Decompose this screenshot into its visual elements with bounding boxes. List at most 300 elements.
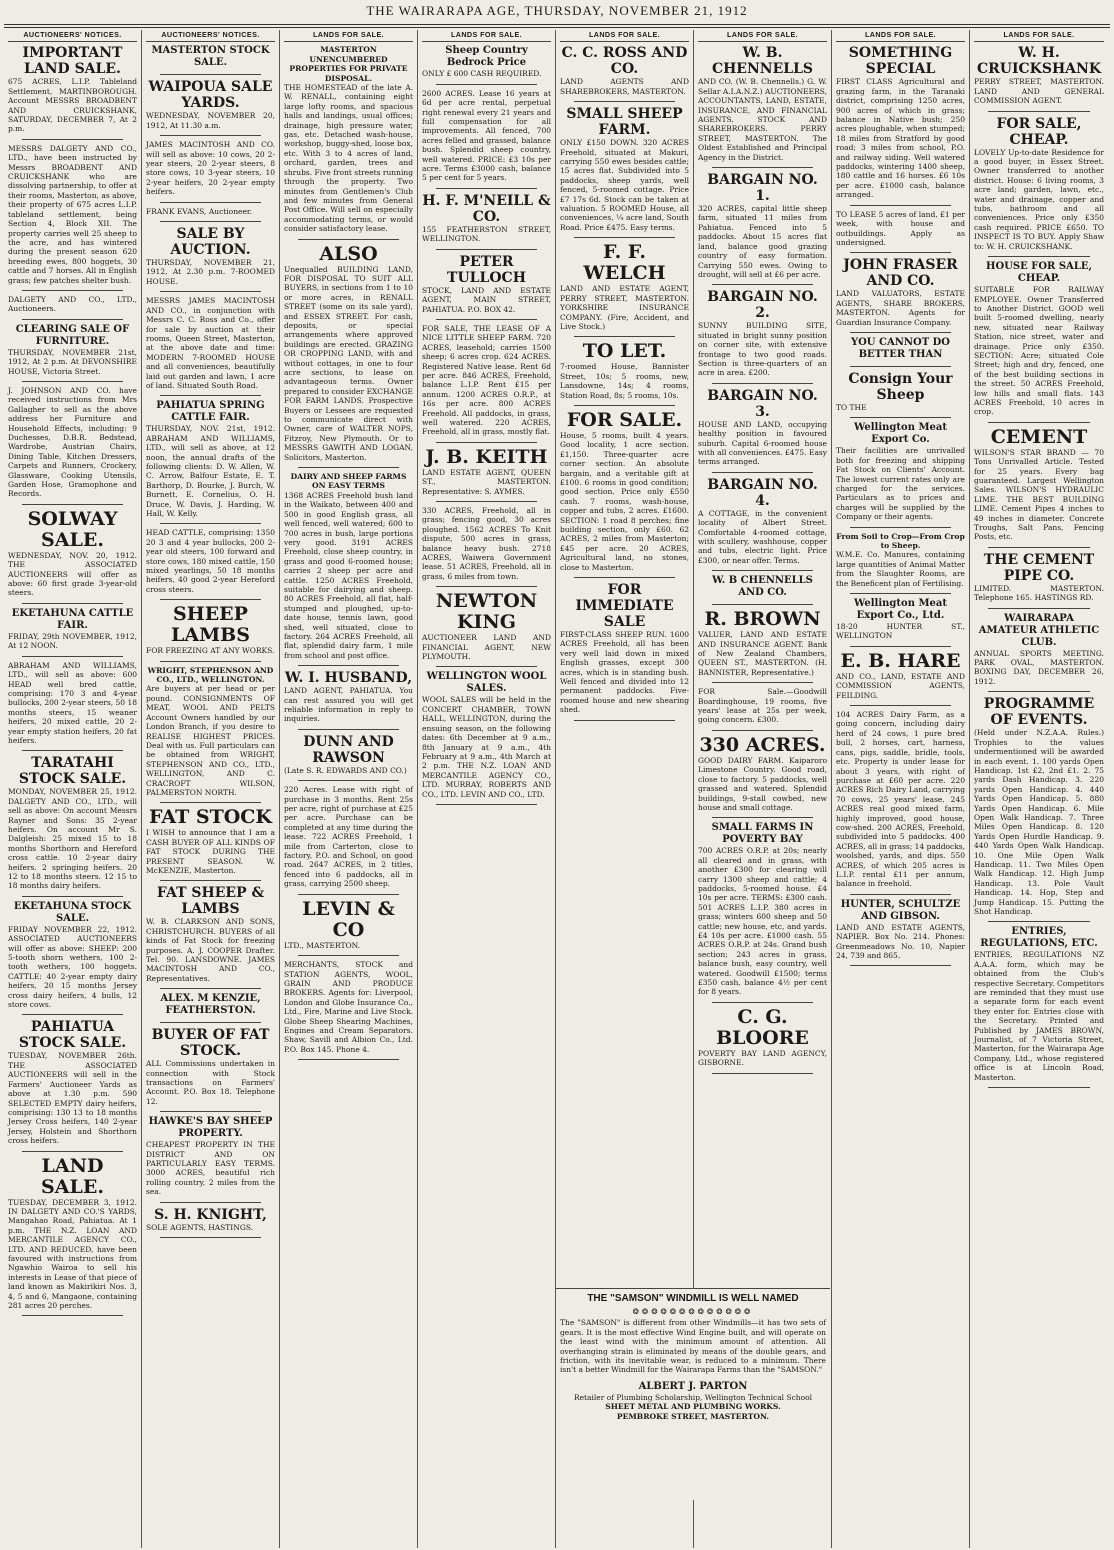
- advert-heading: Consign Your Sheep: [848, 370, 953, 403]
- column-header: AUCTIONEERS' NOTICES.: [8, 30, 137, 42]
- advert-heading: FOR IMMEDIATE SALE: [575, 582, 674, 631]
- advert-block: [698, 822, 827, 997]
- advert-separator: [850, 332, 951, 333]
- advert-separator: [298, 1059, 399, 1060]
- advert-block: [8, 509, 137, 598]
- advert-block: [836, 257, 965, 327]
- column-header: LANDS FOR SALE.: [836, 30, 965, 42]
- advert-body: LTD., MASTERTON.: [284, 940, 361, 950]
- advert-block: [146, 1116, 275, 1196]
- advert-body: FRIDAY NOVEMBER 22, 1912. ASSOCIATED AUCTIONEERS will offer as above: SHEEP: 200 5-tooth shorn wethers, 100 2-tooth wethers, 100 hoggets. CATTLE: 40 2-year empty dairy heifers, 20 15 months Jersey cross dairy heifers, 4 bulls, 12 store cows.: [8, 924, 137, 1010]
- advert-heading: BUYER OF FAT STOCK.: [151, 1027, 270, 1060]
- advert-separator: [22, 656, 123, 657]
- advert-body: W. B. CLARKSON AND SONS, CHRISTCHURCH. BUYERS of all kinds of Fat Stock for freezing purposes. A. J. COOPER Drafter. Tel. 90. LANSDOWNE. JAMES MACINTOSH AND CO., Representatives.: [146, 917, 275, 983]
- advert-block: [422, 254, 551, 314]
- advert-separator: [436, 249, 537, 250]
- advert-heading: J. B. KEITH: [425, 445, 548, 468]
- advert-body: ABRAHAM AND WILLIAMS, LTD., will sell as above: 600 HEAD well bred cattle, comprising: 170 3 and 4-year bullocks, 200 2-year steers, 50 18 months steers, 15 weaner heifers, 20 mixed cattle, 20 2-year empty station heifers, 20 fat heifers.: [8, 660, 137, 745]
- advert-separator: [712, 604, 813, 605]
- advert-block: [284, 785, 413, 888]
- advert-separator: [22, 381, 123, 382]
- advert-heading: SMALL SHEEP FARM.: [566, 106, 683, 139]
- column-7: [832, 30, 970, 1548]
- advert-body: (Held under N.Z.A.A. Rules.) Trophies to the values undermentioned will be awarded in each event. 1. 100 yards Open Handicap. 1st £2, 2nd £1. 2. 75 yards Dash Handicap. 3. 220 yards Open Handicap. 4. 440 Yards Open Handicap. 5. 880 Yards Open Handicap. 6. Mile Open Walk Handicap. 7. Three Miles Open Handicap. 8. 120 Yards Open Hurdle Handicap. 9. 440 Yards Open Walk Handicap. 10. One Mile Open Walk Handicap. 11. Two Miles Open Walk Handicap. 12. High Jump Handicap. 13. Pole Vault Handicap. 14. Hop, Step and Jump Handicap. 15. Putting the Shot Handicap.: [974, 728, 1104, 916]
- advert-separator: [574, 237, 675, 238]
- advert-separator: [436, 501, 537, 502]
- advert-heading: HOUSE FOR SALE, CHEAP.: [986, 261, 1092, 285]
- advert-heading: BARGAIN NO. 2.: [707, 289, 818, 322]
- advert-block: [8, 1156, 137, 1311]
- advert-block: [146, 45, 275, 69]
- advert-separator: [436, 442, 537, 443]
- advert-block: [974, 427, 1104, 542]
- masthead: THE WAIRARAPA AGE, THURSDAY, NOVEMBER 21, 1912: [366, 3, 748, 18]
- advert-heading: WELLINGTON WOOL SALES.: [426, 671, 547, 695]
- advert-body: ENTRIES, REGULATIONS NZ A.A.A. form, which may be obtained from the Club's respective Secretary. Competitors are reminded that they must use a separate form for each event they enter for. Entries close with the Secretary. Printed and Published by JAMES BROWN, Journalist, of 7 Victoria Street, Masterton, for the Wairarapa Age Company, Ltd., whose registered office is at Lincoln Road, Masterton.: [974, 950, 1104, 1082]
- advert-block: [836, 210, 965, 248]
- advert-body: THURSDAY, NOVEMBER 21, 1912, At 2.30 p.m. 7-ROOMED HOUSE.: [146, 258, 275, 286]
- column-header: AUCTIONEERS' NOTICES.: [146, 30, 275, 42]
- advert-separator: [298, 955, 399, 956]
- advert-separator: [22, 1151, 123, 1152]
- advert-block: [698, 575, 827, 599]
- advert-block: [836, 371, 965, 412]
- advert-separator: [436, 188, 537, 189]
- advert-body: (Late S. R. EDWARDS AND CO.): [284, 765, 407, 775]
- advert-block: [146, 296, 275, 390]
- advert-body: Their facilities are unrivalled both for freezing and shipping Fat Stock on Clients' Account. The lowest current rates only are charged for the services. Particulars as to prices and charges will be supplied by the Company or their agents.: [836, 446, 965, 522]
- advert-block: [698, 477, 827, 565]
- advert-separator: [160, 1202, 261, 1203]
- advert-separator: [160, 802, 261, 803]
- masthead-rule-lower: [4, 27, 1110, 28]
- advert-heading: WAIPOUA SALE YARDS.: [148, 79, 273, 112]
- advert-heading: Wellington Meat Export Co., Ltd.: [853, 598, 947, 622]
- advert-heading: E. B. HARE: [840, 649, 961, 672]
- advert-heading: YOU CANNOT DO BETTER THAN: [850, 336, 951, 360]
- advert-separator: [850, 646, 951, 647]
- advert-separator: [988, 691, 1090, 692]
- advert-heading: PAHIATUA STOCK SALE.: [18, 1019, 127, 1052]
- advert-body: FIRST-CLASS SHEEP RUN. 1600 ACRES Freehold, all has been very well laid down in mixed English grasses, except 300 acres, which is in standing bush. Well fenced and divided into 12 permanent paddocks. Five-roomed house and new shearing shed.: [560, 630, 689, 715]
- advert-heading: BARGAIN NO. 4.: [707, 476, 818, 509]
- advert-heading: Wellington Meat Export Co.: [853, 422, 947, 446]
- advert-body: 155 FEATHERSTON STREET, WELLINGTON.: [422, 224, 551, 244]
- advert-body: SUNNY BUILDING SITE, situated in bright sunny position on corner site, with extensive frontage to two good roads. Section is three-quarters of an acre in area. £200.: [698, 321, 827, 378]
- advert-heading: SOMETHING SPECIAL: [848, 45, 953, 78]
- advert-heading: CEMENT: [990, 425, 1088, 448]
- advert-block: [146, 1207, 275, 1232]
- advert-body: SUITABLE FOR RAILWAY EMPLOYEE. Owner Transferred to Another District. GOOD well built 5-roomed dwelling, nearly new, situated near Railway Station, nice street, water and drainage. Price only £350. SECTION: Acre; situated Cole Street; high and dry, fenced, one of the best building sections in the street. 50 ACRES Freehold, low hills and small flats. 143 ACRES Freehold, 10 acres in crop.: [974, 285, 1104, 417]
- advert-separator: [298, 239, 399, 240]
- advert-heading: DUNN AND RAWSON: [303, 733, 394, 766]
- advert-block: [836, 710, 965, 889]
- advert-heading: W. H. CRUICKSHANK: [976, 45, 1101, 78]
- advert-body: 330 ACRES, Freehold, all in grass; fencing good, 30 acres ploughed. 1562 ACRES To Knit dispute, 500 acres in grass, balance heavy bush. 2718 ACRES, Waiwera Government lease. 51 ACRES, Freehold, all in grass, 6 miles from town.: [422, 506, 551, 581]
- advert-heading: PETER TULLOCH: [447, 253, 526, 286]
- advert-heading: MASTERTON UNENCUMBERED PROPERTIES FOR PRIVATE DISPOSAL.: [289, 45, 408, 83]
- samson-agent-sub: Retailer of Plumbing Scholarship, Wellington Technical School: [573, 1392, 813, 1402]
- advert-separator: [160, 74, 261, 75]
- advert-heading: C. C. ROSS AND CO.: [561, 45, 688, 78]
- advert-separator: [574, 720, 675, 721]
- advert-body: LAND AGENTS AND SHAREBROKERS, MASTERTON.: [560, 77, 689, 96]
- advert-heading: BARGAIN NO. 3.: [707, 387, 818, 420]
- advert-separator: [160, 1111, 261, 1112]
- advert-separator: [436, 666, 537, 667]
- advert-block: [422, 193, 551, 244]
- advert-body: FOR Sale.—Goodwill Boardinghouse, 19 rooms, five years' lease at 25s per week, going concern. £300.: [698, 687, 827, 725]
- advert-separator: [160, 880, 261, 881]
- advert-body: House, 5 rooms, built 4 years. Good locality, 1 acre section. £1,150. Three-quarter acre corner section. An absolute bargain, and a veritable gift at £100. 6 rooms in good condition; good section. Price only £550 cash. 7 rooms, wash-house, copper and tubs, 2 acres. £1600. SECTION: 1 road 8 perches; fine building section, only £60. 62 ACRES, 2 miles from Masterton; £45 per acre. 20 ACRES, Agricultural land, no stones, close to Masterton.: [560, 430, 689, 572]
- advert-separator: [22, 319, 123, 320]
- advert-block: [974, 613, 1104, 687]
- advert-block: [560, 45, 689, 96]
- advert-heading: HAWKE'S BAY SHEEP PROPERTY.: [148, 1116, 273, 1140]
- advert-heading: IMPORTANT LAND SALE.: [22, 45, 123, 78]
- advert-separator: [22, 1315, 123, 1316]
- advert-heading: F. F. WELCH: [583, 241, 666, 285]
- advert-body: VALUER, LAND AND ESTATE AND INSURANCE AGENT. Bank of New Zealand Chambers, QUEEN ST., MASTERTON. (H. BANNISTER, Representative.): [698, 630, 827, 677]
- advert-block: [560, 341, 689, 400]
- samson-body: The "SAMSON" is different from other Windmills—it has two sets of gears. It is the most effective Wind Engine built, and will operate on the least wind with the minimum amount of attention. All overhanging strain is eliminated by means of the double gears, and friction, with its inevitable wear, is reduced to a minimum. There isn't a better Windmill for the Wairarapa Farms than the "SAMSON.": [560, 1318, 826, 1375]
- advert-separator: [850, 705, 951, 706]
- advert-separator: [574, 336, 675, 337]
- advert-block: [560, 410, 689, 572]
- advert-block: [698, 1007, 827, 1068]
- advert-separator: [712, 570, 813, 571]
- advert-block: [146, 1027, 275, 1106]
- advert-heading: W. B CHENNELLS AND CO.: [712, 575, 813, 599]
- advert-block: [146, 226, 275, 286]
- advert-separator: [850, 252, 951, 253]
- advert-body: FOR SALE, THE LEASE OF A NICE LITTLE SHEEP FARM. 720 ACRES, leasehold; carries 1500 sheep; 6 acres crop. 624 ACRES. Registered Native lease. Rent 6d per acre. 846 ACRES, Freehold, balance L.I.P. Rent £15 per annum. 1200 ACRES O.R.P., at 16s per acre. 800 ACRES Freehold. All paddocks, in grass, well watered. 220 ACRES, Freehold, all in grass, mostly flat.: [422, 323, 551, 437]
- advert-separator: [988, 608, 1090, 609]
- advert-body: I WISH to announce that I am a CASH BUYER OF ALL KINDS OF FAT STOCK DURING THE PRESENT SEASON. W. McKENZIE, Masterton.: [146, 828, 275, 875]
- advert-heading: BARGAIN NO. 1.: [707, 172, 818, 205]
- column-header: LANDS FOR SALE.: [974, 30, 1104, 42]
- advert-body: WILSON'S STAR BRAND — 70 Tons Unrivalled Article. Tested for 25 years. Every bag guaranteed. Largest Wellington Sales. WILSON'S HYDRAULIC LIME. THE BEST BUILDING LIME. Cement Pipes 4 inches to 49 inches in diameter. Concrete Troughs, Salt Pans, Fencing Posts, etc.: [974, 447, 1104, 542]
- advert-body: AUCTIONEER LAND AND FINANCIAL AGENT, NEW PLYMOUTH.: [422, 633, 551, 662]
- advert-body: AND CO. (W. B. Chennells.) G. W. Sellar A.I.A.N.Z.) AUCTIONEERS, ACCOUNTANTS, LAND, ESTATE, INSURANCE, AND FINANCIAL AGENTS. STOCK AND SHAREBROKERS. PERRY STREET, MASTERTON. The Oldest Established and Principal Agency in the District.: [698, 77, 828, 162]
- advert-separator: [22, 504, 123, 505]
- advert-separator: [298, 729, 399, 730]
- advert-body: THURSDAY, NOV. 21st, 1912. ABRAHAM AND WILLIAMS, LTD., will sell as above, at 12 noon, the annual drafts of the following clients: D. W. Allen, W. C. Arrow, Balfour Estate, E. T. Barthorp, D. Bourke, J. Burch, W. Burnett, E. Cornelius, O. H. Druce, W. Davis, J. Harding, W. Hall, W. Kelly.: [146, 424, 275, 518]
- advert-body: 104 ACRES Dairy Farm, as a going concern, including dairy herd of 24 cows, 1 pure bred bull, 2 horses, cart, harness, cans, pigs, saddle, bridle, tools, etc. Property is under lease for about 3 years, with right of purchase at £60 per acre. 220 ACRES Rich Dairy Land, carrying 70 cows, 25 years' lease. 245 ACRES real good mixed farm, highly improved, good house, cow-shed. 200 ACRES, Freehold, subdivided into 5 paddocks. 400 ACRES, all in grass; 14 paddocks, woolshed, yards, and dips. 550 ACRES, of which 205 acres is L.I.P. rental £11 per annum, balance in freehold.: [836, 710, 965, 889]
- advert-heading: ALSO: [319, 242, 378, 265]
- advert-block: [146, 885, 275, 983]
- advert-heading: THE CEMENT PIPE CO.: [983, 551, 1095, 584]
- advert-heading: DAIRY AND SHEEP FARMS ON EASY TERMS: [290, 472, 407, 491]
- advert-block: [422, 89, 551, 183]
- advert-separator: [850, 366, 951, 367]
- advert-block: [836, 598, 965, 641]
- samson-windmill-advert: [556, 1288, 830, 1500]
- advert-body: HEAD CATTLE, comprising: 1350 20 3 and 4 year bullocks, 200 2-year old steers, 100 forward and store cows, 180 mixed cattle, 150 mixed yearlings, 50 18 months heifers, 40 good 2-year Hereford cross steers.: [146, 528, 275, 594]
- advert-block: [422, 591, 551, 661]
- advert-separator: [712, 472, 813, 473]
- advert-heading: WAIRARAPA AMATEUR ATHLETIC CLUB.: [978, 612, 1100, 648]
- advert-block: [8, 901, 137, 1010]
- advert-body: TUESDAY, NOVEMBER 26th. THE ASSOCIATED AUCTIONEERS will sell in the Farmers' Auctioneer Yards as above at 1.30 p.m. 590 SELECTED EMPTY dairy heifers, comprising: 130 13 to 18 months Jersey Cross heifers, 140 2-year Jersey, Holstein and Shorthorn cross heifers.: [8, 1051, 137, 1146]
- advert-heading: PAHIATUA SPRING CATTLE FAIR.: [156, 400, 265, 424]
- advert-body: MESSRS JAMES MACINTOSH AND CO., in conjunction with Messrs C. C. Ross and Co., offer for sale by auction at their rooms, Queen Street, Masterton, at the above date and time: MODERN 7-ROOMED HOUSE and all conveniences, beautifully laid out garden and lawn, 1 acre of land. Situated South Road.: [146, 296, 275, 390]
- advert-separator: [22, 603, 123, 604]
- advert-heading: TO LET.: [582, 340, 667, 363]
- advert-body: ALL Commissions undertaken in connection with Stock transactions on Farmers' Account. P.O. Box 18. Telephone 12.: [146, 1059, 275, 1106]
- advert-block: [284, 960, 413, 1054]
- advert-body: TO LEASE 5 acres of land, £1 per week, with house and outbuildings. Apply as undersigned.: [836, 209, 965, 247]
- advert-heading: WRIGHT, STEPHENSON AND CO., LTD., WELLINGTON.: [147, 665, 274, 685]
- advert-separator: [160, 661, 261, 662]
- advert-block: [422, 447, 551, 496]
- advert-block: [560, 582, 689, 715]
- advert-heading: Sheep Country Bedrock Price: [445, 45, 528, 69]
- advert-heading: MASTERTON STOCK SALE.: [151, 45, 270, 69]
- advert-body: MERCHANTS, STOCK and STATION AGENTS, WOOL, GRAIN AND PRODUCE BROKERS. Agents for: Liverpool, London and Globe Insurance Co., Ltd., Fire, Marine and Live Stock. Globe Sheep Shearing Machines, Engines and Cream Separators. Shaw, Savill and Albion Co., Ltd. P.O. Box 145. Phone 4.: [284, 960, 413, 1054]
- advert-block: [698, 388, 827, 467]
- column-header: LANDS FOR SALE.: [698, 30, 827, 42]
- advert-block: [284, 670, 413, 724]
- advert-separator: [298, 894, 399, 895]
- samson-trade: SHEET METAL AND PLUMBING WORKS.: [605, 1402, 781, 1412]
- advert-body: A COTTAGE, in the convenient locality of Albert Street. Comfortable 4-roomed cottage, with scullery, washhouse, copper and tubs, electric light. Price £300, or near offer. Terms.: [698, 508, 827, 565]
- advert-separator: [436, 319, 537, 320]
- advert-body: TO THE: [836, 402, 867, 412]
- advert-separator: [574, 101, 675, 102]
- advert-block: [8, 386, 137, 499]
- advert-separator: [988, 422, 1090, 423]
- advert-separator: [160, 135, 261, 136]
- advert-body: FOR FREEZING AT ANY WORKS.: [146, 646, 275, 656]
- advert-block: [8, 295, 137, 314]
- advert-separator: [22, 290, 123, 291]
- advert-separator: [712, 167, 813, 168]
- advert-separator: [712, 730, 813, 731]
- advert-block: [836, 45, 965, 199]
- advert-body: 2600 ACRES. Lease 16 years at 6d per acre rental, perpetual right renewal every 21 years and full compensation for all improvements. All fenced, 700 acres felled and grassed, balance bush. Splendid sheep country, well watered. PRICE: £3 10s per acre. Terms £3000 cash, balance 5 per cent for 5 years.: [422, 88, 551, 183]
- advert-heading: JOHN FRASER AND CO.: [843, 257, 958, 290]
- advert-block: [836, 422, 965, 521]
- advert-block: [146, 666, 275, 798]
- advert-separator: [712, 1002, 813, 1003]
- advert-block: [836, 651, 965, 700]
- advert-separator: [712, 817, 813, 818]
- advert-block: [836, 337, 965, 361]
- advert-separator: [436, 586, 537, 587]
- advert-separator: [988, 921, 1090, 922]
- advert-block: [146, 400, 275, 518]
- advert-block: [698, 609, 827, 677]
- advert-block: [974, 926, 1104, 1082]
- advert-heading: C. G. BLOORE: [716, 1005, 809, 1049]
- advert-block: [284, 45, 413, 233]
- advert-separator: [574, 577, 675, 578]
- samson-ornament: ❂❂❂❂❂❂❂❂❂❂❂❂❂: [632, 1307, 754, 1316]
- advert-body: 7-roomed House, Bannister Street, 10s; 5 rooms, new, Lansdowne, 14s; 4 rooms, Station Road, 8s; 5 rooms, 10s.: [560, 362, 689, 400]
- advert-body: Are buyers at per head or per pound. CONSIGNMENTS OF MEAT, WOOL AND PELTS Account Owners handled by our London Branch, if you desire to REALISE HIGHEST PRICES. Deal with us. Full particulars can be obtained from WRIGHT, STEPHENSON AND CO., LTD., WELLINGTON, AND C. CRACROFT WILSON, PALMERSTON NORTH.: [146, 684, 275, 797]
- advert-heading: H. F. M'NEILL & CO.: [422, 192, 551, 225]
- advert-body: HOUSE AND LAND, occupying healthy position in favoured suburb. Capital 6-roomed house with all conveniences. £475. Easy terms arranged.: [698, 419, 827, 467]
- advert-separator: [850, 205, 951, 206]
- advert-block: [422, 506, 551, 581]
- advert-separator: [160, 1237, 261, 1238]
- advert-separator: [712, 1073, 813, 1074]
- advert-separator: [436, 84, 537, 85]
- advert-block: [422, 671, 551, 798]
- samson-address: PEMBROKE STREET, MASTERTON.: [616, 1411, 770, 1421]
- advert-block: [8, 144, 137, 285]
- advert-block: [974, 552, 1104, 603]
- advert-body: LIMITED. MASTERTON. Telephone 165. HASTINGS RD.: [974, 583, 1104, 603]
- masthead-rule: [4, 24, 1110, 25]
- advert-body: WEDNESDAY, NOV. 20, 1912. THE ASSOCIATED AUCTIONEERS will offer as above: 60 first grade 3-year-old steers.: [8, 550, 137, 598]
- advert-body: WOOL SALES will be held in the CONCERT CHAMBER, TOWN HALL, WELLINGTON, during the ensuing season, on the following dates: 6th December at 9 a.m., 8th January at 9 a.m., 4th February at 9 a.m., 4th March at 2 p.m. THE N.Z. LOAN AND MERCANTILE AGENCY CO., LTD. MURRAY, ROBERTS AND CO., LTD. LEVIN AND CO., LTD.: [422, 695, 551, 799]
- advert-separator: [850, 965, 951, 966]
- advert-separator: [160, 523, 261, 524]
- advert-block: [8, 324, 137, 376]
- advert-block: [146, 79, 275, 130]
- advert-heading: FOR SALE, CHEAP.: [996, 115, 1082, 148]
- advert-block: [560, 106, 689, 232]
- advert-separator: [160, 395, 261, 396]
- advert-heading: 330 ACRES.: [699, 733, 826, 756]
- advert-heading: NEWTON KING: [435, 590, 538, 634]
- advert-body: FIRST CLASS Agricultural and grazing farm, in the Taranaki district, comprising 1250 acres, 900 acres of which in grass; balance in Native bush; 250 acres ploughable, when stumped; 18 miles from Stratford by good road; 3 miles from school, P.O. and railway siding. Well watered paddocks, wintering 1400 sheep, 180 cattle and 16 horses. £6 10s per acre. £1000 cash, balance arranged.: [836, 77, 965, 200]
- advert-body: THE HOMESTEAD of the late A. W. RENALL, containing eight large lofty rooms, and spacious halls and landings, usual offices; drainage, high pressure water, gas, etc. Detached wash-house, workshop, buggy-shed, loose box, etc. With 3 to 4 acres of land, orchard, garden, trees and shrubs. Five front streets running through the property. Two minutes from Gentlemen's Club and few minutes from General Post Office. Will sell on especially accommodating terms, or would consider satisfactory lease.: [284, 83, 413, 234]
- column-4: [418, 30, 556, 1548]
- advert-body: FRIDAY, 29th NOVEMBER, 1912, At 12 NOON.: [8, 631, 137, 651]
- advert-heading: HUNTER, SCHULTZE AND GIBSON.: [840, 898, 961, 922]
- advert-body: LAND AND ESTATE AGENT, PERRY STREET, MASTERTON. YORKSHIRE INSURANCE COMPANY. (Fire, Accident, and Live Stock.): [560, 284, 689, 331]
- advert-body: MESSRS DALGETY AND CO., LTD., have been instructed by Messrs BROADBENT AND CRUICKSHANK who are dissolving partnership, to offer at their rooms, Masterton, as above, their property of 675 acres L.I.P. tableland settlement, being Section 4, Block XII. The property carries well 25 sheep to the acre, and has wintered during the present season 620 breeding ewes, 800 hoggets, 30 cattle and 7 horses. All in English grass; few patches shelter bush.: [8, 143, 137, 285]
- advert-block: [974, 261, 1104, 417]
- column-header: LANDS FOR SALE.: [560, 30, 689, 42]
- advert-block: [698, 45, 827, 162]
- advert-heading: ENTRIES, REGULATIONS, ETC.: [980, 926, 1098, 950]
- samson-title: THE "SAMSON" WINDMILL IS WELL NAMED: [587, 1293, 799, 1304]
- advert-heading: SHEEP LAMBS: [171, 603, 250, 647]
- advert-heading: SOLWAY SALE.: [27, 507, 118, 551]
- advert-body: 675 ACRES, L.I.P. Tableland Settlement, MARTINBOROUGH. Account MESSRS BROADBENT AND CRUICKSHANK, SATURDAY, DECEMBER 7, At 2 p.m.: [8, 77, 137, 134]
- advert-heading: SALE BY AUCTION.: [170, 226, 251, 259]
- advert-block: [8, 755, 137, 890]
- advert-heading: EKETAHUNA STOCK SALE.: [13, 900, 132, 924]
- advert-separator: [712, 682, 813, 683]
- advert-block: [422, 45, 551, 78]
- advert-body: TUESDAY, DECEMBER 3, 1912. IN DALGETY AND CO.'S YARDS, Mangahao Road, Pahiatua. At 1 p.m. THE N.Z. LOAN AND MERCANTILE AGENCY CO., LTD. AND REDUCED, have been favoured with instructions from Ngawhio Wairoa to sell his interests in Lease of that piece of land known as Makirikiri Nos. 3, 4, 5 and 6, Mangaone, containing 281 acres 20 perches.: [8, 1197, 137, 1310]
- advert-separator: [850, 593, 951, 594]
- advert-body: ONLY £ 600 CASH REQUIRED.: [422, 69, 542, 79]
- advert-separator: [988, 111, 1090, 112]
- advert-block: [284, 899, 413, 950]
- advert-body: AND CO., LAND, ESTATE AND COMMISSION AGENTS, FEILDING.: [836, 671, 965, 700]
- advert-separator: [160, 599, 261, 600]
- advert-block: [146, 807, 275, 875]
- advert-heading: From Soil to Crop—From Crop to Sheep.: [836, 531, 965, 550]
- advert-body: 320 ACRES, capital little sheep farm, situated 11 miles from Pahiatua. Fenced into 5 paddocks. About 15 acres flat land, balance good grazing country of easy formation. Carrying 550 ewes. Owing to drought, will sell at £6 per acre.: [698, 204, 827, 279]
- advert-separator: [850, 894, 951, 895]
- advert-separator: [574, 405, 675, 406]
- advert-separator: [22, 750, 123, 751]
- advert-block: [8, 45, 137, 133]
- advert-block: [146, 207, 275, 216]
- advert-block: [974, 696, 1104, 916]
- advert-body: POVERTY BAY LAND AGENCY, GISBORNE.: [698, 1048, 827, 1068]
- advert-separator: [160, 202, 261, 203]
- advert-block: [146, 140, 275, 196]
- advert-body: JAMES MACINTOSH AND CO. will sell as above: 10 cows, 20 2-year steers, 20 2-year steers, 8 store cows, 10 3-year steers, 10 2-year heifers, 20 2-year empty heifers.: [146, 140, 275, 197]
- advert-separator: [160, 221, 261, 222]
- advert-separator: [712, 284, 813, 285]
- advert-separator: [298, 780, 399, 781]
- advert-body: LAND AND ESTATE AGENTS, NAPIER. Box No. 214. Phones: Greenmeadows No. 10, Napier 24, 739 and 865.: [836, 922, 965, 960]
- advert-body: CHEAPEST PROPERTY IN THE DISTRICT AND ON PARTICULARLY EASY TERMS. 3000 ACRES, beautiful rich rolling country, 2 miles from the sea.: [146, 1140, 275, 1197]
- advert-heading: SMALL FARMS IN POVERTY BAY: [711, 822, 814, 846]
- advert-body: THURSDAY, NOVEMBER 21st, 1912, At 2 p.m. At DEVONSHIRE HOUSE, Victoria Street.: [8, 347, 137, 376]
- advert-heading: FAT STOCK: [149, 806, 272, 829]
- advert-heading: EKETAHUNA CATTLE FAIR.: [11, 607, 134, 631]
- advert-heading: FOR SALE.: [566, 408, 683, 431]
- advert-block: [974, 45, 1104, 105]
- column-2: [142, 30, 280, 1548]
- advert-separator: [160, 988, 261, 989]
- advert-heading: S. H. KNIGHT,: [154, 1206, 267, 1223]
- advert-separator: [712, 383, 813, 384]
- advert-block: [8, 1019, 137, 1145]
- advert-block: [974, 116, 1104, 251]
- advert-separator: [160, 1022, 261, 1023]
- advert-heading: LAND SALE.: [41, 1154, 104, 1198]
- advert-body: ONLY £150 DOWN. 320 ACRES Freehold, situated at Makuri, carrying 550 ewes besides cattle; 15 acres flat. Subdivided into 5 paddocks, sheep yards, well fenced, 5-roomed cottage. Price £7 17s 6d. Stock can be taken at valuation. 5 ROOMED House, all conveniences, ¼ acre land, South Road. Price £475. Easy terms.: [560, 138, 689, 232]
- advert-body: LAND AGENT, PAHIATUA. You can rest assured you will get reliable information in reply to inquiries.: [284, 686, 413, 724]
- advert-separator: [850, 417, 951, 418]
- advert-block: [836, 532, 965, 588]
- advert-separator: [988, 1087, 1090, 1088]
- advert-body: LOVELY Up-to-date Residence for a good buyer, in Essex Street. Owner transferred to another district. House: 6 living rooms, 3 acre land; garden, lawn, etc., water and drainage, copper and tubs, bathroom and all conveniences. Price only £350 cash required. PRICE £650. TO INSPECT IS TO BUY. Apply Shaw to: W. H. CRUICKSHANK.: [974, 147, 1104, 251]
- advert-heading: FAT SHEEP & LAMBS: [156, 885, 265, 918]
- advert-body: PERRY STREET, MASTERTON. LAND AND GENERAL COMMISSION AGENT.: [974, 77, 1104, 106]
- advert-body: ANNUAL SPORTS MEETING. PARK OVAL, MASTERTON. BOXING DAY, DECEMBER 26, 1912.: [974, 648, 1104, 686]
- column-1: [4, 30, 142, 1548]
- advert-heading: TARATAHI STOCK SALE.: [18, 755, 127, 788]
- advert-body: SOLE AGENTS, HASTINGS.: [146, 1222, 254, 1232]
- advert-block: [698, 172, 827, 279]
- advert-body: MONDAY, NOVEMBER 25, 1912. DALGETY AND CO., LTD., will sell as above: On account Messrs Rayner and Sons: 35 2-year heifers. On account Mr S. Dalgleish: 25 mixed 15 to 18 months Shorthorn and Hereford cross cattle. 10 2-year dairy heifers. 2 springing heifers. 20 12 to 18 months steers. 12 15 to 18 months dairy heifers.: [8, 787, 137, 891]
- advert-block: [146, 993, 275, 1017]
- advert-separator: [298, 665, 399, 666]
- advert-block: [284, 734, 413, 775]
- advert-block: [836, 899, 965, 961]
- advert-heading: ALEX. M KENZIE, FEATHERSTON.: [160, 993, 261, 1017]
- advert-heading: W. B. CHENNELLS: [711, 45, 814, 78]
- advert-separator: [22, 139, 123, 140]
- advert-body: 18-20 HUNTER ST., WELLINGTON: [836, 622, 965, 641]
- advert-heading: PROGRAMME OF EVENTS.: [983, 696, 1095, 729]
- advert-body: LAND VALUATORS, ESTATE AGENTS, SHARE BROKERS, MASTERTON. Agents for Guardian Insurance Company.: [836, 289, 965, 327]
- column-3: [280, 30, 418, 1548]
- advert-body: DALGETY AND CO., LTD., Auctioneers.: [8, 294, 137, 314]
- advert-block: [146, 528, 275, 594]
- advert-separator: [22, 1014, 123, 1015]
- column-8: [970, 30, 1108, 1548]
- advert-heading: CLEARING SALE OF FURNITURE.: [15, 323, 130, 347]
- advert-block: [698, 687, 827, 725]
- advert-block: [284, 472, 413, 660]
- advert-body: FRANK EVANS, Auctioneer.: [146, 206, 253, 216]
- advert-separator: [160, 291, 261, 292]
- advert-block: [8, 608, 137, 651]
